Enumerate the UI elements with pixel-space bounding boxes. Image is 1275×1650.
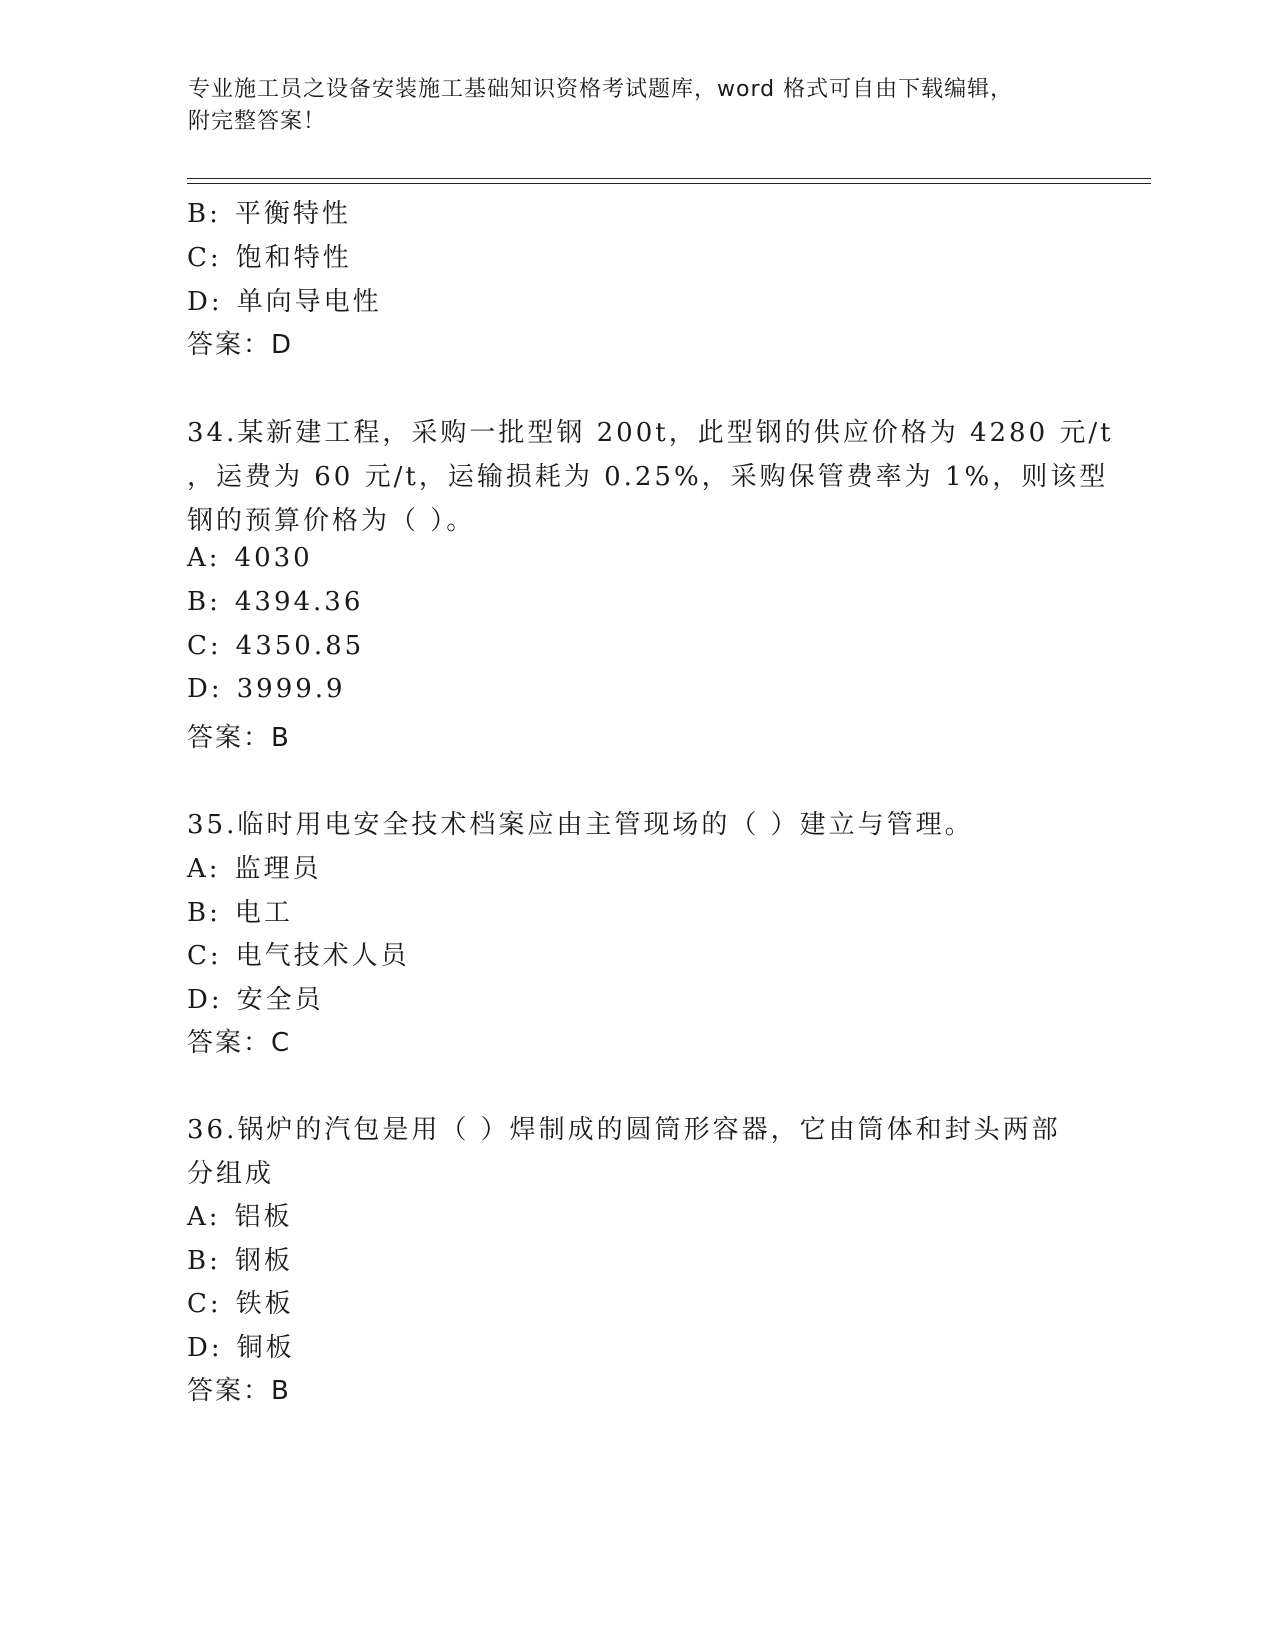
option-b — [187, 193, 351, 230]
answer: 答案：C — [187, 1028, 292, 1058]
option-c — [187, 935, 410, 972]
option-label: C: — [187, 243, 222, 273]
question-34-line-1: 34.某新建工程，采购一批型钢 200t，此型钢的供应价格为 4280 元/t — [187, 418, 1114, 448]
option-d — [187, 1327, 295, 1364]
option-text: 4350.85 — [235, 631, 365, 661]
option-text: 钢板 — [234, 1246, 293, 1276]
option-text: 电气技术人员 — [235, 941, 410, 971]
option-label: C: — [187, 1289, 222, 1319]
question-36-line-2: 分组成 — [187, 1159, 275, 1189]
option-text: 单向导电性 — [236, 287, 382, 317]
option-text: 铜板 — [236, 1333, 295, 1363]
answer: 答案：D — [187, 330, 294, 360]
option-c — [187, 1283, 294, 1320]
option-text: 铝板 — [234, 1202, 293, 1232]
option-label: B: — [187, 898, 221, 928]
option-label: C: — [187, 631, 222, 661]
option-text: 饱和特性 — [235, 243, 352, 273]
header-line-2: 附完整答案！ — [188, 109, 327, 134]
option-text: 3999.9 — [236, 674, 346, 704]
option-b — [187, 1240, 293, 1277]
option-b — [187, 587, 363, 617]
question-34-line-3: 钢的预算价格为（ ）。 — [187, 506, 476, 536]
header-divider-bottom — [187, 183, 1151, 184]
option-c — [187, 237, 352, 274]
option-text: 铁板 — [235, 1289, 294, 1319]
option-text: 监理员 — [234, 854, 322, 884]
option-d — [187, 281, 382, 318]
option-label: D: — [187, 1333, 223, 1363]
option-c — [187, 631, 364, 661]
option-text: 平衡特性 — [234, 199, 351, 229]
option-text: 4394.36 — [234, 587, 364, 617]
option-label: D: — [187, 287, 223, 317]
option-a — [187, 848, 322, 885]
option-label: A: — [187, 543, 221, 573]
option-a — [187, 1196, 293, 1233]
option-a — [187, 543, 313, 573]
answer: 答案：B — [187, 1376, 291, 1406]
option-label: B: — [187, 1246, 221, 1276]
option-text: 电工 — [234, 898, 293, 928]
option-label: D: — [187, 985, 223, 1015]
option-d — [187, 674, 346, 704]
option-text: 安全员 — [236, 985, 324, 1015]
header-divider-top — [187, 178, 1151, 179]
header-line-1: 专业施工员之设备安装施工基础知识资格考试题库，word 格式可自由下载编辑， — [188, 77, 1014, 102]
option-b — [187, 892, 293, 929]
option-label: C: — [187, 941, 222, 971]
option-label: A: — [187, 854, 221, 884]
option-label: B: — [187, 587, 221, 617]
option-text: 4030 — [234, 543, 313, 573]
question-35-line-1: 35.临时用电安全技术档案应由主管现场的（ ）建立与管理。 — [187, 810, 974, 840]
option-label: B: — [187, 199, 221, 229]
question-36-line-1: 36.锅炉的汽包是用（ ）焊制成的圆筒形容器，它由筒体和封头两部 — [187, 1115, 1061, 1145]
option-label: A: — [187, 1202, 221, 1232]
option-label: D: — [187, 674, 223, 704]
option-d — [187, 979, 324, 1016]
answer: 答案：B — [187, 723, 291, 753]
question-34-line-2: ，运费为 60 元/t，运输损耗为 0.25%，采购保管费率为 1%，则该型 — [187, 462, 1109, 492]
document-header — [188, 74, 1088, 138]
